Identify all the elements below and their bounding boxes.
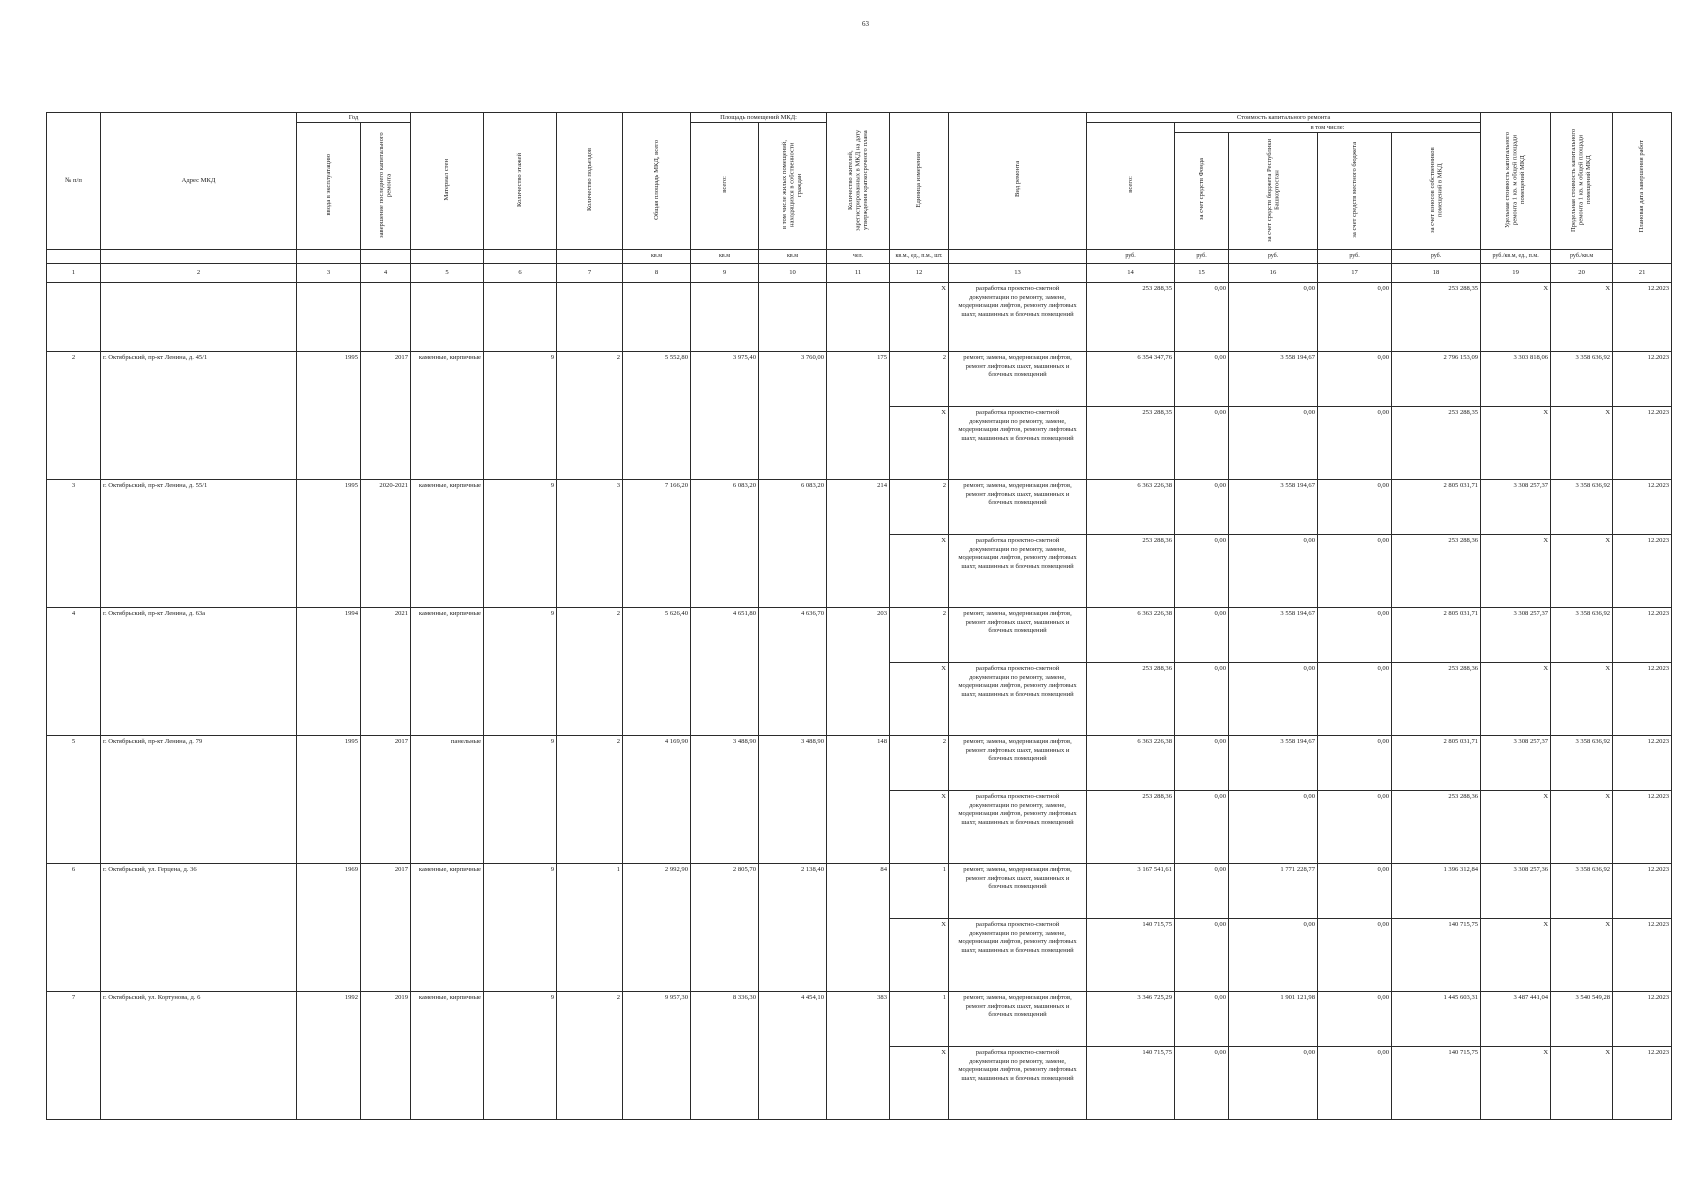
header-num: № п/п	[47, 113, 101, 250]
cell-num: 7	[47, 992, 101, 1120]
cell-area-owned: 2 138,40	[759, 864, 827, 992]
cell-year: 1995	[297, 736, 361, 864]
header-specific-cost: Удельная стоимость капитального ремонта 1 кв. м общей площади помещений МКД	[1481, 113, 1551, 250]
unit-12: кв.м., ед., п.м., шт.	[890, 250, 949, 264]
cell-cost-total: 253 288,35	[1087, 283, 1175, 352]
cell-cost-fund: 0,00	[1175, 791, 1229, 864]
column-number: 11	[827, 264, 890, 283]
cell-total-area: 9 957,30	[623, 992, 691, 1120]
cell-cost-local: 0,00	[1318, 736, 1392, 791]
cell-cost-local: 0,00	[1318, 864, 1392, 919]
cell-residents: 175	[827, 352, 890, 480]
cell-cost-owners: 2 805 031,71	[1392, 736, 1481, 791]
cell-unit: X	[890, 283, 949, 352]
cell-area-owned: 3 760,00	[759, 352, 827, 480]
unit-19: руб./кв.м, ед., п.м.	[1481, 250, 1551, 264]
cell-cost-total: 3 346 725,29	[1087, 992, 1175, 1047]
header-cost-owners: за счет взносов собственников помещений в МКД	[1392, 133, 1481, 250]
cell-num: 4	[47, 608, 101, 736]
cell-specific: 3 308 257,37	[1481, 480, 1551, 535]
cell-cost-republic: 0,00	[1229, 1047, 1318, 1120]
header-area-all: всего:	[691, 123, 759, 250]
column-number: 19	[1481, 264, 1551, 283]
cell-cost-local: 0,00	[1318, 1047, 1392, 1120]
cell-last-repair: 2021	[361, 608, 411, 736]
unit-20: руб./кв.м	[1551, 250, 1613, 264]
table-row	[47, 864, 1672, 919]
cell-limit: X	[1551, 663, 1613, 736]
cell-wall: каменные, кирпичные	[411, 352, 484, 480]
cell-last-repair: 2020-2021	[361, 480, 411, 608]
cell-floors: 9	[484, 352, 557, 480]
cell-total-area: 4 169,90	[623, 736, 691, 864]
cell-year: 1994	[297, 608, 361, 736]
cell-specific: 3 303 818,06	[1481, 352, 1551, 407]
cell-date: 12.2023	[1613, 864, 1672, 919]
cell-work: разработка проектно-сметной документации по ремонту, замене, модернизации лифтов, ремонту лифтовых шахт, машинных и блочных помещений	[949, 283, 1087, 352]
cell-cost-republic: 0,00	[1229, 663, 1318, 736]
cell-cost-local: 0,00	[1318, 663, 1392, 736]
cell-cost-owners: 1 396 312,84	[1392, 864, 1481, 919]
cell-cost-local: 0,00	[1318, 480, 1392, 535]
cell-specific: X	[1481, 1047, 1551, 1120]
cell-floors: 9	[484, 736, 557, 864]
cell-work: ремонт, замена, модернизация лифтов, ремонт лифтовых шахт, машинных и блочных помещений	[949, 352, 1087, 407]
column-number: 3	[297, 264, 361, 283]
cell-address: г. Октябрьский, пр-кт Ленина, д. 79	[101, 736, 297, 864]
header-cost-group: Стоимость капитального ремонта	[1087, 113, 1481, 123]
cell-limit: X	[1551, 919, 1613, 992]
cell-cost-local: 0,00	[1318, 919, 1392, 992]
unit-8: кв.м	[623, 250, 691, 264]
cell-cost-total: 6 354 347,76	[1087, 352, 1175, 407]
column-number: 8	[623, 264, 691, 283]
header-area-owned: в том числе жилых помещений, находящихся в собственности граждан	[759, 123, 827, 250]
cell-specific: X	[1481, 919, 1551, 992]
cell-floors: 9	[484, 608, 557, 736]
cell-cost-local: 0,00	[1318, 407, 1392, 480]
cell-area-owned: 6 083,20	[759, 480, 827, 608]
cell-cost-owners: 253 288,35	[1392, 407, 1481, 480]
cell-cost-local: 0,00	[1318, 535, 1392, 608]
header-wall: Материал стен	[411, 113, 484, 250]
cell-last-repair: 2019	[361, 992, 411, 1120]
cell-last-repair: 2017	[361, 864, 411, 992]
unit-15: руб.	[1175, 250, 1229, 264]
cell-cost-total: 253 288,36	[1087, 535, 1175, 608]
cell-cost-owners: 253 288,36	[1392, 791, 1481, 864]
cell-limit: 3 358 636,92	[1551, 864, 1613, 919]
column-number: 12	[890, 264, 949, 283]
cell-residents: 148	[827, 736, 890, 864]
column-number: 17	[1318, 264, 1392, 283]
cell-wall: каменные, кирпичные	[411, 480, 484, 608]
header-plan-date: Плановая дата завершения работ	[1613, 113, 1672, 264]
header-unit: Единица измерения	[890, 113, 949, 250]
cell-cost-owners: 2 796 153,09	[1392, 352, 1481, 407]
cell-work: разработка проектно-сметной документации по ремонту, замене, модернизации лифтов, ремонту лифтовых шахт, машинных и блочных помещений	[949, 919, 1087, 992]
cell-area-owned: 4 636,70	[759, 608, 827, 736]
cell-cost-republic: 1 771 228,77	[1229, 864, 1318, 919]
cell-specific: 3 308 257,37	[1481, 736, 1551, 791]
cell-limit: 3 358 636,92	[1551, 736, 1613, 791]
column-number: 4	[361, 264, 411, 283]
header-year-last-repair: завершение последнего капитального ремонта	[361, 123, 411, 250]
cell-unit: 1	[890, 992, 949, 1047]
cell-cost-republic: 0,00	[1229, 791, 1318, 864]
cell-cost-total: 253 288,36	[1087, 663, 1175, 736]
cell-cost-fund: 0,00	[1175, 480, 1229, 535]
cell-floors: 9	[484, 992, 557, 1120]
header-entrances: Количество подъездов	[557, 113, 623, 250]
header-year-group: Год	[297, 113, 411, 123]
table-body	[47, 283, 1672, 1120]
cell-work: ремонт, замена, модернизация лифтов, ремонт лифтовых шахт, машинных и блочных помещений	[949, 992, 1087, 1047]
cell-date: 12.2023	[1613, 283, 1672, 352]
cell-cost-republic: 0,00	[1229, 407, 1318, 480]
table-header	[47, 113, 1672, 283]
cell-total-area: 2 992,90	[623, 864, 691, 992]
unit-18: руб.	[1392, 250, 1481, 264]
cell-limit: 3 358 636,92	[1551, 608, 1613, 663]
header-residents: Количество жителей, зарегистрированных в МКД на дату утверждения краткосрочного плана	[827, 113, 890, 250]
cell-cost-republic: 3 558 194,67	[1229, 352, 1318, 407]
cell-cost-republic: 1 901 121,98	[1229, 992, 1318, 1047]
cell-unit: X	[890, 535, 949, 608]
cell-area-all: 3 975,40	[691, 352, 759, 480]
cell-cost-fund: 0,00	[1175, 864, 1229, 919]
cell-unit: 2	[890, 352, 949, 407]
cell-cost-fund: 0,00	[1175, 535, 1229, 608]
header-cost-local: за счет средств местного бюджета	[1318, 133, 1392, 250]
cell-work: ремонт, замена, модернизация лифтов, ремонт лифтовых шахт, машинных и блочных помещений	[949, 608, 1087, 663]
cell-cost-total: 6 363 226,38	[1087, 608, 1175, 663]
cell-residents: 383	[827, 992, 890, 1120]
cell-work: ремонт, замена, модернизация лифтов, ремонт лифтовых шахт, машинных и блочных помещений	[949, 480, 1087, 535]
cell-cost-republic: 3 558 194,67	[1229, 736, 1318, 791]
column-number: 15	[1175, 264, 1229, 283]
header-incl-group: в том числе:	[1175, 123, 1481, 133]
cell-cost-owners: 1 445 603,31	[1392, 992, 1481, 1047]
cell-limit: X	[1551, 535, 1613, 608]
cell-cost-total: 253 288,35	[1087, 407, 1175, 480]
cell-cost-total: 140 715,75	[1087, 1047, 1175, 1120]
cell-cost-fund: 0,00	[1175, 736, 1229, 791]
cell-unit: 2	[890, 736, 949, 791]
cell-work: разработка проектно-сметной документации по ремонту, замене, модернизации лифтов, ремонту лифтовых шахт, машинных и блочных помещений	[949, 407, 1087, 480]
cell-date: 12.2023	[1613, 1047, 1672, 1120]
cell-date: 12.2023	[1613, 535, 1672, 608]
cell-cost-owners: 2 805 031,71	[1392, 608, 1481, 663]
cell-cost-republic: 0,00	[1229, 919, 1318, 992]
cell-year: 1969	[297, 864, 361, 992]
cell-date: 12.2023	[1613, 919, 1672, 992]
header-cost-republic: за счет средств бюджета Республики Башкортостан	[1229, 133, 1318, 250]
cell-address: г. Октябрьский, ул. Кортунова, д. 6	[101, 992, 297, 1120]
cell-limit: X	[1551, 407, 1613, 480]
cell-limit: 3 358 636,92	[1551, 480, 1613, 535]
cell-work: разработка проектно-сметной документации по ремонту, замене, модернизации лифтов, ремонту лифтовых шахт, машинных и блочных помещений	[949, 1047, 1087, 1120]
cell-cost-local: 0,00	[1318, 791, 1392, 864]
cell-specific: 3 308 257,37	[1481, 608, 1551, 663]
cell-unit: X	[890, 1047, 949, 1120]
cell-cost-total: 253 288,36	[1087, 791, 1175, 864]
column-number: 2	[101, 264, 297, 283]
header-units-row	[47, 250, 1672, 264]
cell-date: 12.2023	[1613, 663, 1672, 736]
cell-specific: X	[1481, 663, 1551, 736]
header-cost-fund: за счет средств Фонда	[1175, 133, 1229, 250]
cell-wall: каменные, кирпичные	[411, 992, 484, 1120]
cell-address: г. Октябрьский, ул. Герцена, д. 36	[101, 864, 297, 992]
cell-cost-republic: 0,00	[1229, 283, 1318, 352]
table-row-continuation	[47, 283, 1672, 352]
cell-specific: X	[1481, 535, 1551, 608]
cell-cost-owners: 253 288,36	[1392, 663, 1481, 736]
table-row	[47, 992, 1672, 1047]
cell-cost-fund: 0,00	[1175, 1047, 1229, 1120]
cell-residents: 84	[827, 864, 890, 992]
cell-entrances: 2	[557, 352, 623, 480]
cell-specific: X	[1481, 283, 1551, 352]
cell-limit: 3 540 549,28	[1551, 992, 1613, 1047]
cell-cost-fund: 0,00	[1175, 352, 1229, 407]
column-numbers-row	[47, 264, 1672, 283]
cell-specific: X	[1481, 791, 1551, 864]
cell-cost-fund: 0,00	[1175, 608, 1229, 663]
cell-cost-fund: 0,00	[1175, 407, 1229, 480]
cell-unit: X	[890, 407, 949, 480]
cell-limit: X	[1551, 283, 1613, 352]
cell-floors: 9	[484, 864, 557, 992]
cell-entrances: 2	[557, 736, 623, 864]
column-number: 13	[949, 264, 1087, 283]
column-number: 6	[484, 264, 557, 283]
table-row	[47, 352, 1672, 407]
cell-floors: 9	[484, 480, 557, 608]
cell-cost-owners: 140 715,75	[1392, 919, 1481, 992]
cell-num: 6	[47, 864, 101, 992]
column-number: 21	[1613, 264, 1672, 283]
cell-unit: 1	[890, 864, 949, 919]
cell-cost-republic: 3 558 194,67	[1229, 480, 1318, 535]
cell-unit: 2	[890, 608, 949, 663]
header-address: Адрес МКД	[101, 113, 297, 250]
cell-last-repair: 2017	[361, 736, 411, 864]
page-number: 63	[862, 20, 869, 28]
cell-year: 1995	[297, 352, 361, 480]
column-number: 18	[1392, 264, 1481, 283]
cell-entrances: 2	[557, 992, 623, 1120]
cell-limit: X	[1551, 791, 1613, 864]
column-number: 14	[1087, 264, 1175, 283]
cell-address: г. Октябрьский, пр-кт Ленина, д. 45/1	[101, 352, 297, 480]
cell-wall: панельные	[411, 736, 484, 864]
cell-unit: X	[890, 663, 949, 736]
header-floors: Количество этажей	[484, 113, 557, 250]
column-number: 9	[691, 264, 759, 283]
cell-date: 12.2023	[1613, 992, 1672, 1047]
column-number: 1	[47, 264, 101, 283]
unit-16: руб.	[1229, 250, 1318, 264]
cell-cost-local: 0,00	[1318, 283, 1392, 352]
cell-cost-owners: 140 715,75	[1392, 1047, 1481, 1120]
cell-area-all: 6 083,20	[691, 480, 759, 608]
cell-num: 5	[47, 736, 101, 864]
cell-work: разработка проектно-сметной документации по ремонту, замене, модернизации лифтов, ремонту лифтовых шахт, машинных и блочных помещений	[949, 791, 1087, 864]
cell-address: г. Октябрьский, пр-кт Ленина, д. 55/1	[101, 480, 297, 608]
header-premises-group: Площадь помещений МКД:	[691, 113, 827, 123]
column-number: 5	[411, 264, 484, 283]
cell-cost-fund: 0,00	[1175, 283, 1229, 352]
unit-14: руб.	[1087, 250, 1175, 264]
cell-limit: X	[1551, 1047, 1613, 1120]
cell-entrances: 1	[557, 864, 623, 992]
cell-date: 12.2023	[1613, 736, 1672, 791]
cell-num: 2	[47, 352, 101, 480]
cell-work: ремонт, замена, модернизация лифтов, ремонт лифтовых шахт, машинных и блочных помещений	[949, 864, 1087, 919]
cell-entrances: 3	[557, 480, 623, 608]
header-work: Вид ремонта	[949, 113, 1087, 250]
cell-cost-owners: 253 288,35	[1392, 283, 1481, 352]
cell-cost-total: 6 363 226,38	[1087, 480, 1175, 535]
header-total-area: Общая площадь МКД, всего	[623, 113, 691, 250]
cell-unit: X	[890, 919, 949, 992]
cell-cost-local: 0,00	[1318, 608, 1392, 663]
cell-total-area: 7 166,20	[623, 480, 691, 608]
table-row	[47, 736, 1672, 791]
cell-date: 12.2023	[1613, 480, 1672, 535]
table-row	[47, 480, 1672, 535]
cell-area-all: 8 336,30	[691, 992, 759, 1120]
cell-specific: 3 308 257,36	[1481, 864, 1551, 919]
column-number: 7	[557, 264, 623, 283]
cell-area-all: 2 805,70	[691, 864, 759, 992]
header-year-commission: ввода в эксплуатацию	[297, 123, 361, 250]
cell-cost-owners: 2 805 031,71	[1392, 480, 1481, 535]
cell-entrances: 2	[557, 608, 623, 736]
cell-cost-local: 0,00	[1318, 992, 1392, 1047]
cell-work: разработка проектно-сметной документации по ремонту, замене, модернизации лифтов, ремонту лифтовых шахт, машинных и блочных помещений	[949, 535, 1087, 608]
cell-specific: X	[1481, 407, 1551, 480]
cell-year: 1992	[297, 992, 361, 1120]
cell-cost-republic: 0,00	[1229, 535, 1318, 608]
cell-last-repair: 2017	[361, 352, 411, 480]
cell-cost-total: 140 715,75	[1087, 919, 1175, 992]
cell-total-area: 5 626,40	[623, 608, 691, 736]
cell-residents: 203	[827, 608, 890, 736]
unit-10: кв.м	[759, 250, 827, 264]
cell-total-area: 5 552,80	[623, 352, 691, 480]
cell-cost-owners: 253 288,36	[1392, 535, 1481, 608]
table-row	[47, 608, 1672, 663]
cell-area-all: 3 488,90	[691, 736, 759, 864]
cell-work: ремонт, замена, модернизация лифтов, ремонт лифтовых шахт, машинных и блочных помещений	[949, 736, 1087, 791]
cell-unit: X	[890, 791, 949, 864]
cell-cost-fund: 0,00	[1175, 992, 1229, 1047]
cell-date: 12.2023	[1613, 407, 1672, 480]
cell-specific: 3 487 441,04	[1481, 992, 1551, 1047]
column-number: 16	[1229, 264, 1318, 283]
unit-17: руб.	[1318, 250, 1392, 264]
cell-limit: 3 358 636,92	[1551, 352, 1613, 407]
cell-area-owned: 4 454,10	[759, 992, 827, 1120]
cell-area-owned: 3 488,90	[759, 736, 827, 864]
column-number: 20	[1551, 264, 1613, 283]
cell-wall: каменные, кирпичные	[411, 608, 484, 736]
cell-cost-fund: 0,00	[1175, 663, 1229, 736]
cell-date: 12.2023	[1613, 608, 1672, 663]
header-limit-cost: Предельная стоимость капитального ремонта 1 кв. м общей площади помещений МКД	[1551, 113, 1613, 250]
column-number: 10	[759, 264, 827, 283]
cell-date: 12.2023	[1613, 352, 1672, 407]
cell-cost-republic: 3 558 194,67	[1229, 608, 1318, 663]
cell-unit: 2	[890, 480, 949, 535]
cell-wall: каменные, кирпичные	[411, 864, 484, 992]
unit-9: кв.м	[691, 250, 759, 264]
unit-11: чел.	[827, 250, 890, 264]
cell-residents: 214	[827, 480, 890, 608]
cell-work: разработка проектно-сметной документации по ремонту, замене, модернизации лифтов, ремонту лифтовых шахт, машинных и блочных помещений	[949, 663, 1087, 736]
cell-address: г. Октябрьский, пр-кт Ленина, д. 63а	[101, 608, 297, 736]
cell-date: 12.2023	[1613, 791, 1672, 864]
cell-area-all: 4 651,80	[691, 608, 759, 736]
header-cost-total: всего:	[1087, 123, 1175, 250]
cell-cost-total: 6 363 226,38	[1087, 736, 1175, 791]
cell-cost-fund: 0,00	[1175, 919, 1229, 992]
cell-year: 1995	[297, 480, 361, 608]
capital-repair-table	[46, 112, 1672, 1120]
cell-num: 3	[47, 480, 101, 608]
cell-cost-total: 3 167 541,61	[1087, 864, 1175, 919]
cell-cost-local: 0,00	[1318, 352, 1392, 407]
